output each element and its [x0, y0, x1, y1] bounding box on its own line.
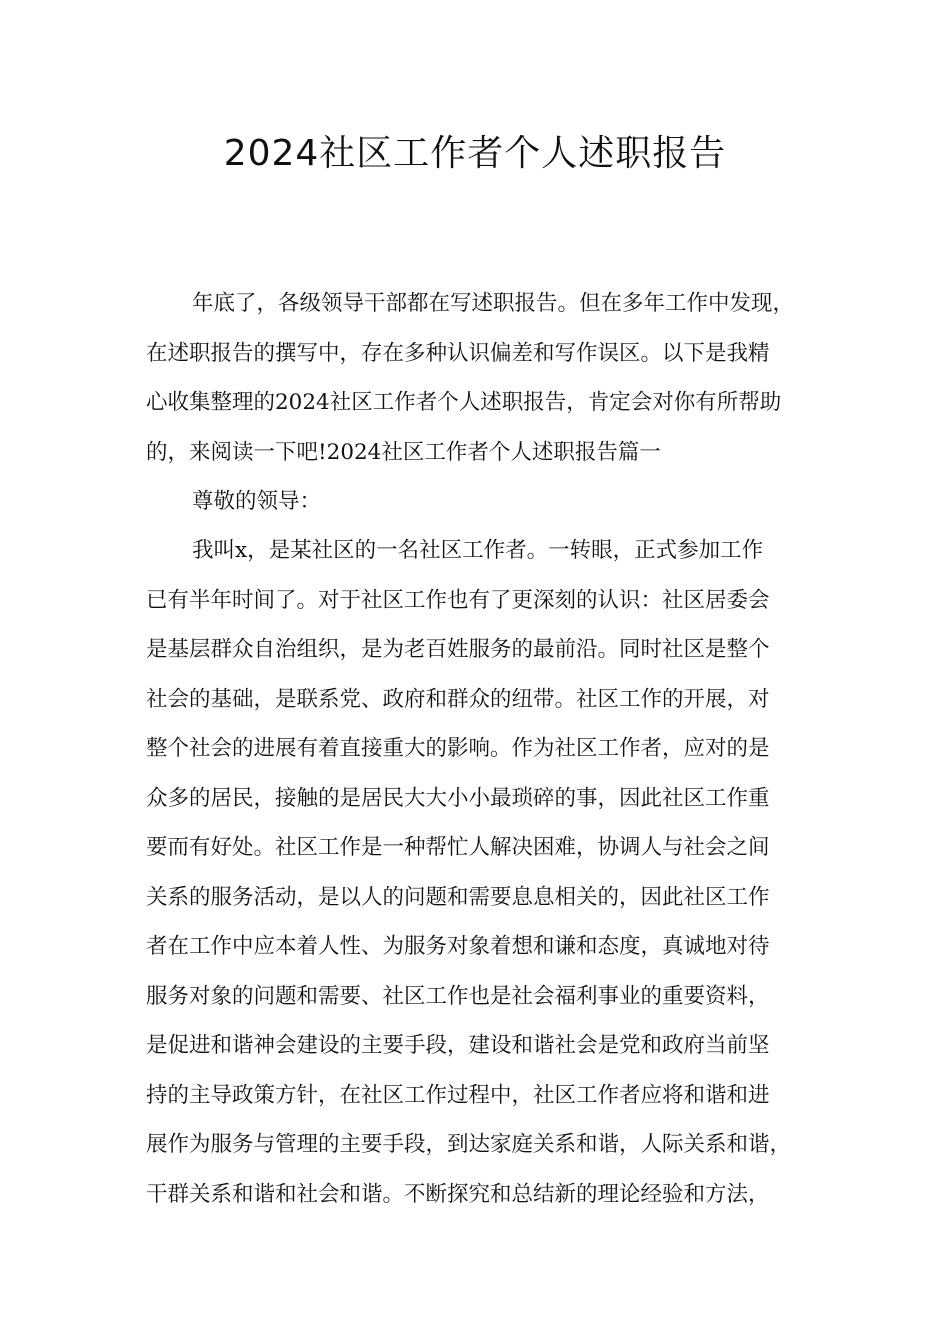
main-line: 持的主导政策方针，在社区工作过程中，社区工作者应将和谐和进	[146, 1082, 770, 1108]
main-line: 干群关系和谐和社会和谐。不断探究和总结新的理论经验和方法，	[146, 1181, 770, 1207]
main-line: 是基层群众自治组织，是为老百姓服务的最前沿。同时社区是整个	[146, 637, 770, 662]
main-line: 关系的服务活动，是以人的问题和需要息息相关的，因此社区工作	[146, 884, 770, 910]
main-line: 已有半年时间了。对于社区工作也有了更深刻的认识：社区居委会	[146, 587, 770, 613]
main-line: 者在工作中应本着人性、为服务对象着想和谦和态度，真诚地对待	[146, 934, 770, 959]
intro-paragraph	[146, 279, 826, 477]
main-line: 服务对象的问题和需要、社区工作也是社会福利事业的重要资料，	[146, 983, 770, 1009]
main-line: 展作为服务与管理的主要手段，到达家庭关系和谐，人际关系和谐，	[146, 1132, 792, 1157]
main-line: 我叫x，是某社区的一名社区工作者。一转眼，正式参加工作	[192, 538, 764, 563]
main-line: 是促进和谐神会建设的主要手段，建设和谐社会是党和政府当前坚	[146, 1033, 770, 1058]
main-line: 社会的基础，是联系党、政府和群众的纽带。社区工作的开展，对	[146, 686, 770, 712]
main-line: 众多的居民，接触的是居民大大小小最琐碎的事，因此社区工作重	[146, 785, 770, 811]
greeting-paragraph	[146, 477, 826, 527]
intro-line: 的，来阅读一下吧!2024社区工作者个人述职报告篇一	[146, 439, 661, 465]
document-title: 2024社区工作者个人述职报告	[223, 133, 727, 174]
intro-line: 在述职报告的撰写中，存在多种认识偏差和写作误区。以下是我精	[146, 340, 770, 366]
main-line: 整个社会的进展有着直接重大的影响。作为社区工作者，应对的是	[146, 736, 770, 761]
intro-line: 心收集整理的2024社区工作者个人述职报告，肯定会对你有所帮助	[146, 390, 782, 415]
intro-line: 年底了，各级领导干部都在写述职报告。但在多年工作中发现，	[192, 291, 795, 316]
main-line: 要而有好处。社区工作是一种帮忙人解决困难，协调人与社会之间	[146, 835, 770, 860]
main-paragraph	[146, 526, 826, 1219]
greeting-line: 尊敬的领导：	[192, 489, 322, 514]
